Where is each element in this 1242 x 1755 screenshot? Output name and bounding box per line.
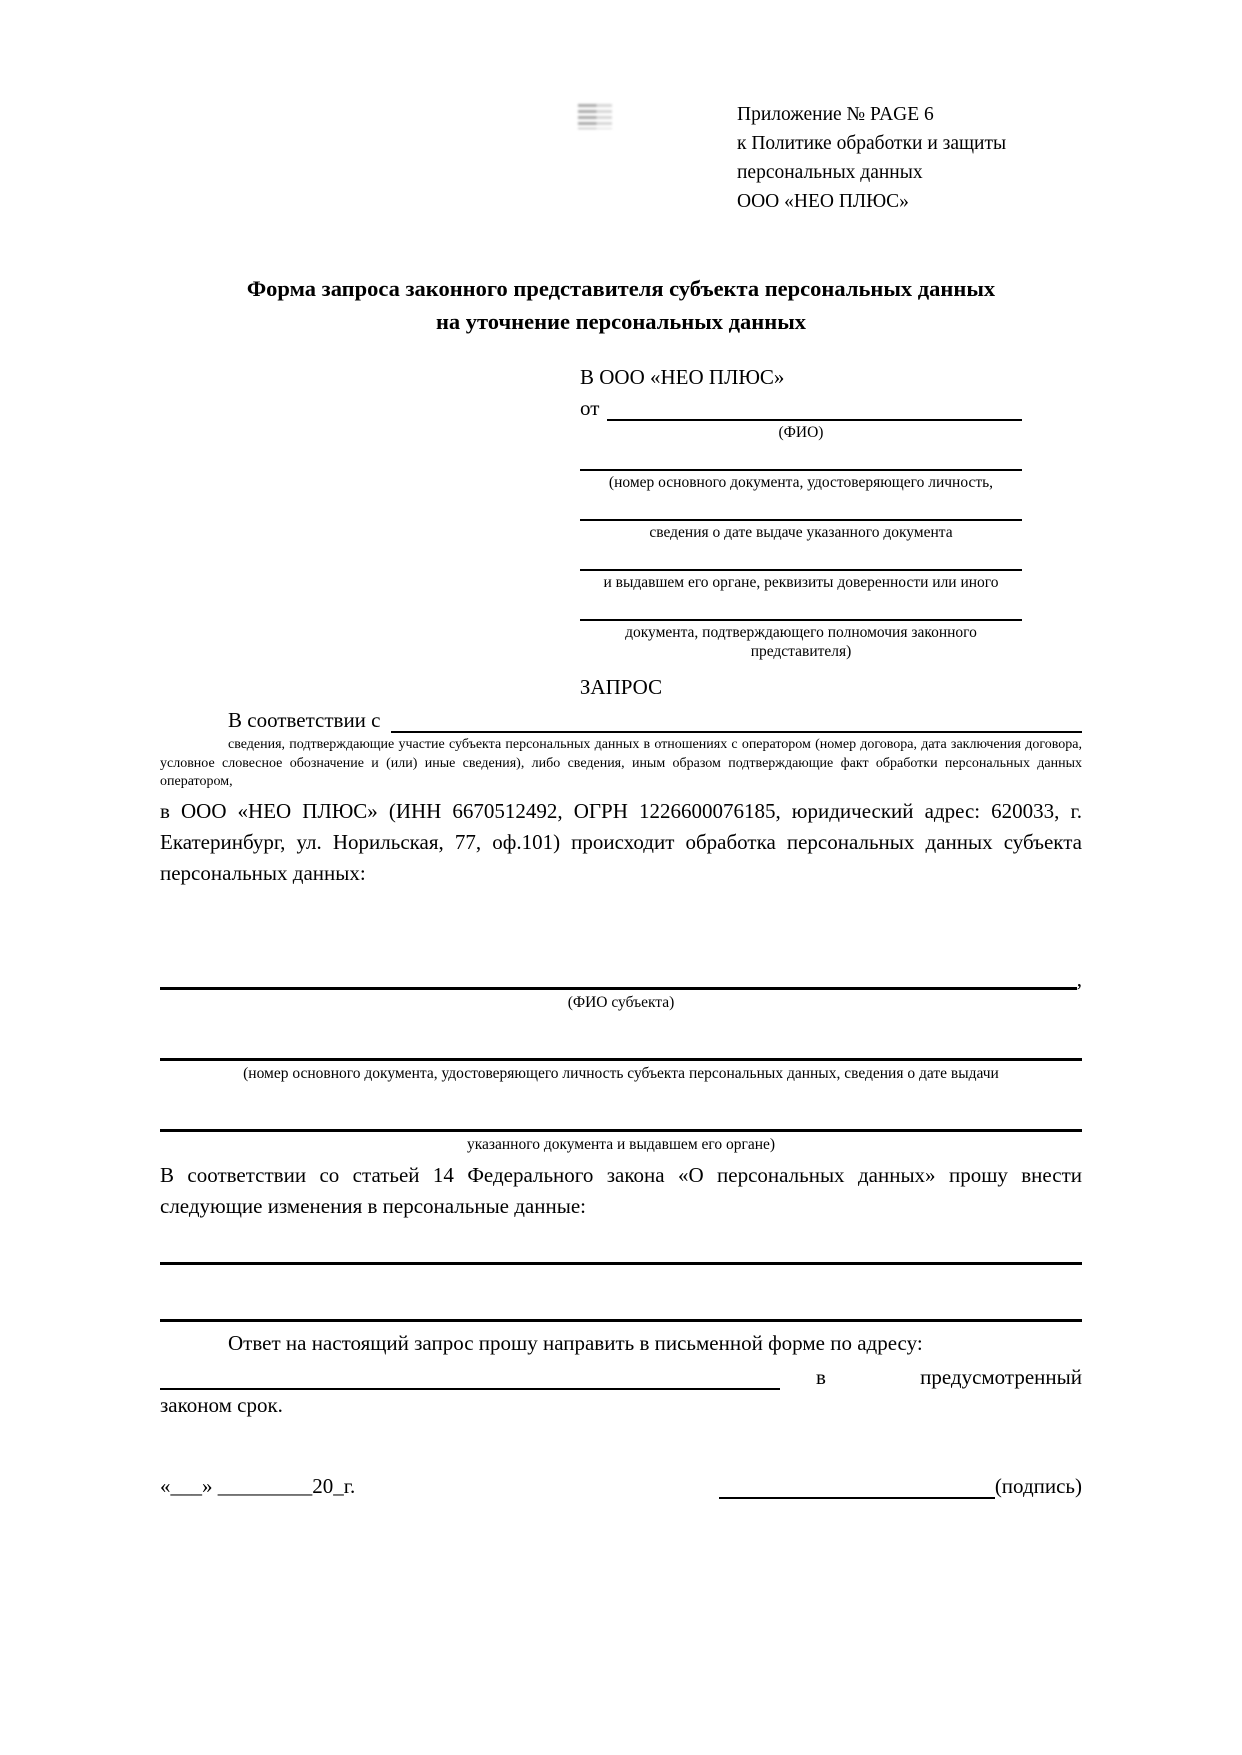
amendment-fill-line-1 — [160, 1228, 1082, 1265]
date-signature-row — [160, 1473, 1082, 1499]
subject-doc-fill-line-1 — [160, 1030, 1082, 1061]
subject-doc-fill-line-2 — [160, 1101, 1082, 1132]
representative-doc-field-3 — [580, 542, 1022, 592]
subject-fio-fill-line — [160, 961, 1077, 990]
caption-subject-fio: (ФИО субъекта) — [567, 993, 675, 1011]
title-line-2: на уточнение персональных данных — [435, 309, 807, 334]
fill-line — [580, 592, 1022, 621]
subject-fio-field-row — [160, 961, 1082, 990]
caption-signature: (подпись) — [994, 1473, 1082, 1498]
representative-doc-field-1 — [580, 442, 1022, 492]
caption-doc-powers: документа, подтверждающего полномочия законного представителя) — [625, 624, 977, 660]
from-fill-line — [607, 419, 1022, 421]
reply-word-v: в — [816, 1364, 826, 1389]
header-reference-block — [737, 100, 1082, 216]
from-field-row — [580, 392, 1022, 421]
caption-doc-authority: и выдавшем его органе, реквизиты доверенности или иного — [603, 574, 999, 591]
representative-doc-field-2 — [580, 492, 1022, 542]
addressee-block — [580, 362, 1022, 661]
signature-field — [719, 1473, 1082, 1499]
basis-fill-line — [391, 731, 1083, 733]
title-line-1: Форма запроса законного представителя субъекта персональных данных — [246, 276, 996, 301]
date-fill-line: «___» _________20_г. — [160, 1473, 356, 1498]
fill-line — [580, 492, 1022, 521]
reply-word-predusmotrenny: предусмотренный — [920, 1364, 1082, 1389]
appendix-number-line: Приложение № PAGE 6 — [737, 104, 934, 125]
fill-line — [580, 542, 1022, 571]
reply-address-fill-line — [160, 1364, 780, 1390]
caption-subject-doc-1: (номер основного документа, удостоверяющего личность субъекта персональных данных, сведения о дате выдачи — [243, 1064, 999, 1082]
caption-subject-doc-2: указанного документа и выдавшем его органе) — [466, 1135, 776, 1153]
amendment-paragraph: В соответствии со статьей 14 Федерального закона «О персональных данных» прошу внести следующие изменения в персональные данные: — [160, 1162, 1082, 1218]
operator-paragraph: в ООО «НЕО ПЛЮС» (ИНН 6670512492, ОГРН 1226600076185, юридический адрес: 620033, г. Екатеринбург, ул. Норильская, 77, оф.101) происходит обработка персональных данных субъекта персональных данных: — [160, 798, 1082, 885]
basis-footnote: сведения, подтверждающие участие субъекта персональных данных в отношениях с оператором (номер договора, дата заключения договора, условное словесное обозначение и (или) иные сведения), либо сведения, иным образом подтверждающие факт обработки персональных данных оператором, — [160, 737, 1082, 789]
representative-doc-field-4 — [580, 592, 1022, 661]
caption-fio: (ФИО) — [778, 424, 824, 441]
subject-line-comma: , — [1076, 966, 1082, 991]
request-heading: ЗАПРОС — [579, 675, 663, 699]
basis-field-row — [160, 703, 1082, 733]
fill-line — [580, 442, 1022, 471]
basis-label: В соответствии с — [228, 708, 381, 732]
reply-address-field-row — [160, 1359, 1082, 1390]
reply-intro-paragraph: Ответ на настоящий запрос прошу направить в письменной форме по адресу: — [228, 1330, 923, 1355]
signature-fill-line — [719, 1473, 995, 1499]
policy-line-2: персональных данных — [737, 162, 923, 183]
header-row — [160, 100, 1082, 218]
caption-doc-number: (номер основного документа, удостоверяющего личность, — [608, 474, 994, 491]
reply-tail-line: законом срок. — [160, 1392, 283, 1417]
amendment-fill-line-2 — [160, 1291, 1082, 1322]
blurred-stamp-artifact — [578, 104, 612, 129]
addressee-to-line: В ООО «НЕО ПЛЮС» — [580, 365, 785, 389]
organization-name: ООО «НЕО ПЛЮС» — [737, 191, 909, 212]
policy-line-1: к Политике обработки и защиты — [737, 133, 1007, 154]
document-title — [160, 272, 1082, 338]
caption-doc-issue-date: сведения о дате выдаче указанного документа — [649, 524, 953, 541]
from-label: от — [580, 396, 600, 420]
